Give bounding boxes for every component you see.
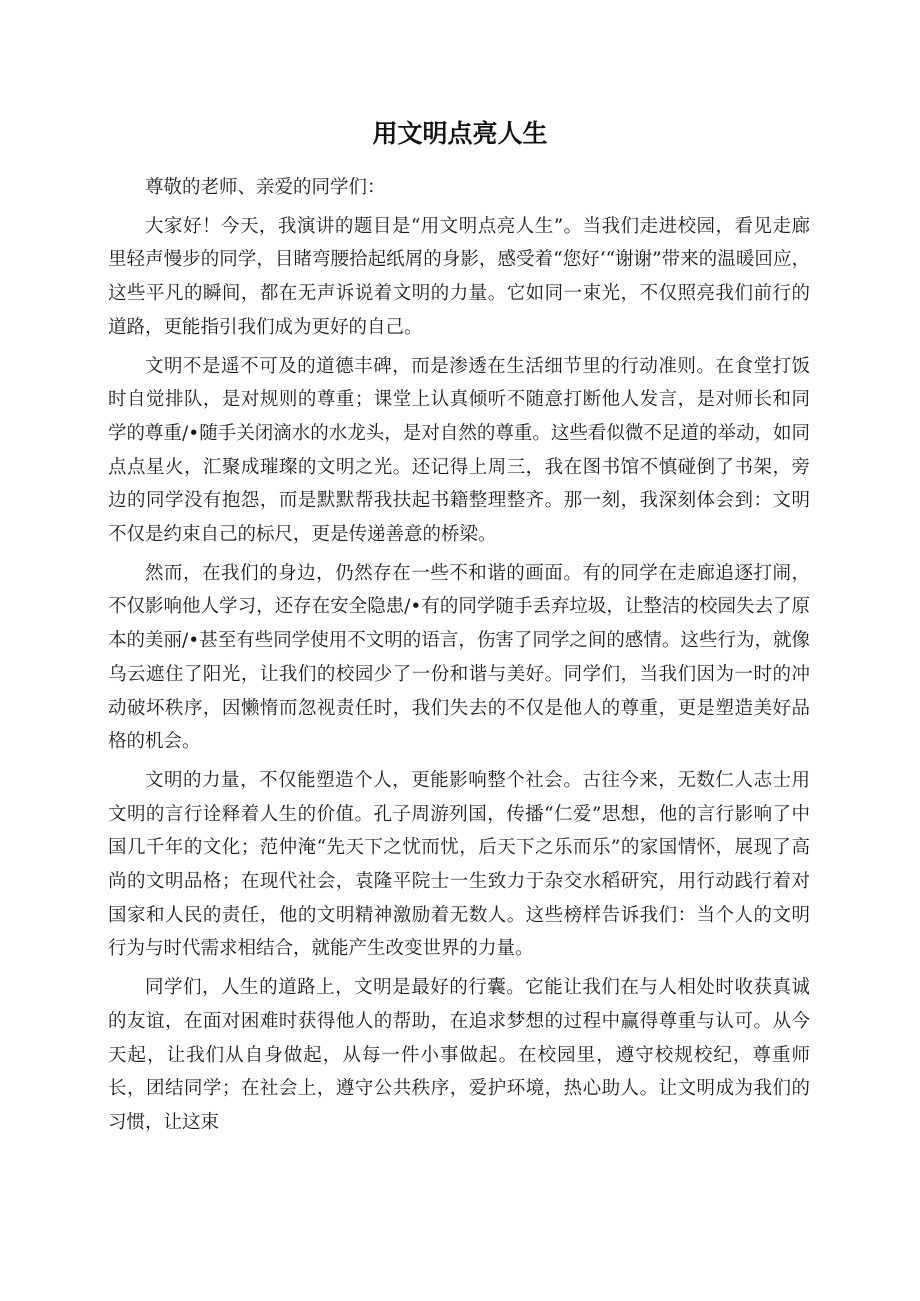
paragraph-2: 文明不是遥不可及的道德丰碑，而是渗透在生活细节里的行动准则。在食堂打饭时自觉排队，是对规则的尊重；课堂上认真倾听不随意打断他人发言，是对师长和同学的尊重/•随手关闭滴水的水龙头，是对自然的尊重。这些看似微不足道的举动，如同点点星火，汇聚成璀璨的文明之光。还记得上周三，我在图书馆不慎碰倒了书架，旁边的同学没有抱怨，而是默默帮我扶起书籍整理整齐。那一刻，我深刻体会到：文明不仅是约束自己的标尺，更是传递善意的桥梁。 xyxy=(108,355,810,546)
document-title: 用文明点亮人生 xyxy=(372,119,548,148)
paragraph-3: 然而，在我们的身边，仍然存在一些不和谐的画面。有的同学在走廊追逐打闹，不仅影响他人学习，还存在安全隐患/•有的同学随手丢弃垃圾，让整洁的校园失去了原本的美丽/•甚至有些同学使用不文明的语言，伤害了同学之间的感情。这些行为，就像乌云遮住了阳光，让我们的校园少了一份和谐与美好。同学们，当我们因为一时的冲动破坏秩序，因懒惰而忽视责任时，我们失去的不仅是他人的尊重，更是塑造美好品格的机会。 xyxy=(108,562,810,753)
paragraph-5: 同学们，人生的道路上，文明是最好的行囊。它能让我们在与人相处时收获真诚的友谊，在面对困难时获得他人的帮助，在追求梦想的过程中赢得尊重与认可。从今天起，让我们从自身做起，从每一件小事做起。在校园里，遵守校规校纪，尊重师长，团结同学；在社会上，遵守公共秩序，爱护环境，热心助人。让文明成为我们的习惯，让这束 xyxy=(108,977,810,1133)
document-body xyxy=(108,171,810,1140)
paragraph-4: 文明的力量，不仅能塑造个人，更能影响整个社会。古往今来，无数仁人志士用文明的言行诠释着人生的价值。孔子周游列国，传播“仁爱”思想，他的言行影响了中国几千年的文化；范仲淹“先天下之忧而忧，后天下之乐而乐”的家国情怀，展现了高尚的文明品格；在现代社会，袁隆平院士一生致力于杂交水稻研究，用行动践行着对国家和人民的责任，他的文明精神激励着无数人。这些榜样告诉我们：当个人的文明行为与时代需求相结合，就能产生改变世界的力量。 xyxy=(108,769,810,960)
paragraph-1: 大家好！今天，我演讲的题目是“用文明点亮人生”。当我们走进校园，看见走廊里轻声慢步的同学，目睹弯腰拾起纸屑的身影，感受着“您好‘“谢谢”带来的温暖回应，这些平凡的瞬间，都在无声诉说着文明的力量。它如同一束光，不仅照亮我们前行的道路，更能指引我们成为更好的自己。 xyxy=(108,215,810,338)
salutation: 尊敬的老师、亲爱的同学们： xyxy=(145,177,386,198)
